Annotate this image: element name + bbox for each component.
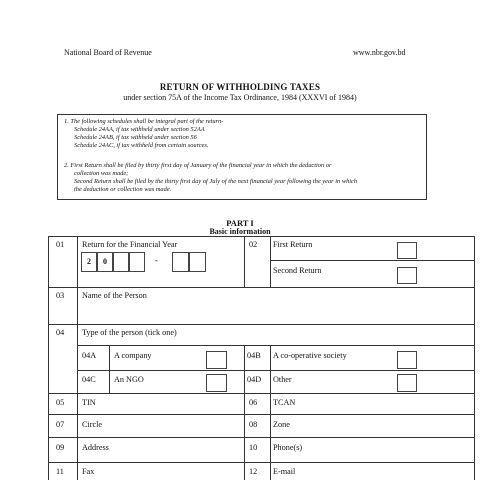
year-digit-3[interactable] [113,252,129,272]
cooperative-label: A co-operative society [273,351,347,360]
part-subtitle: Basic information [209,227,271,236]
row-02-number: 02 [249,240,258,249]
note-2-line-3: Second Return shall be filed by the thirty first day of July of the next financial year following the year in which [74,178,358,185]
header-right: www.nbr.gov.bd [353,48,406,57]
company-label: A company [114,351,152,360]
note-2-line-1: 2. First Return shall be filed by thirty first day of January of the financial year in which the deduction or [64,162,332,169]
other-checkbox[interactable] [397,374,417,392]
header-left: National Board of Revenue [64,48,152,57]
address-label: Address [82,443,109,452]
note-1-line-4: Schedule 24AC, if tax withheld from certain sources. [74,142,209,149]
year-digit-1[interactable]: 2 [81,252,97,272]
other-label: Other [273,375,292,384]
row-05-number: 05 [56,398,65,407]
circle-label: Circle [82,420,103,429]
row-06-number: 06 [249,398,258,407]
ngo-label: An NGO [114,375,144,384]
row-04-number: 04 [56,328,65,337]
phone-label: Phone(s) [273,443,303,452]
row-09-number: 09 [56,443,65,452]
note-2-line-2: collection was made; [74,170,129,177]
row-04b-number: 04B [247,351,261,360]
year-digit-2[interactable]: 0 [97,252,113,272]
first-return-label: First Return [273,240,313,249]
ngo-checkbox[interactable] [206,374,227,392]
second-return-label: Second Return [273,266,322,275]
cooperative-checkbox[interactable] [397,351,417,369]
row-04d-number: 04D [247,375,262,384]
year-digit-6[interactable] [189,252,206,272]
row-08-number: 08 [249,420,258,429]
row-04c-number: 04C [82,375,96,384]
row-03-number: 03 [56,291,65,300]
row-10-number: 10 [249,443,258,452]
note-1-line-1: 1. The following schedules shall be integral part of the return- [64,118,224,125]
fax-label: Fax [82,467,95,476]
financial-year-label: Return for the Financial Year [82,240,178,249]
company-checkbox[interactable] [206,351,227,369]
row-07-number: 07 [56,420,65,429]
row-01-number: 01 [56,240,65,249]
second-return-checkbox[interactable] [397,267,417,284]
year-separator: - [155,256,158,265]
person-name-label: Name of the Person [82,291,147,300]
first-return-checkbox[interactable] [397,242,417,259]
note-1-line-2: Schedule 24AA, if tax withheld under section 52AA [74,126,205,133]
row-12-number: 12 [249,467,258,476]
note-1-line-3: Schedule 24AB, if tax withheld under section 56 [74,134,197,141]
note-2-line-4: the deduction or collection was made. [74,186,172,193]
part-title: PART I [226,218,254,228]
row-04a-number: 04A [82,351,97,360]
tcan-label: TCAN [273,398,296,407]
zone-label: Zone [273,420,290,429]
tin-label: TIN [82,398,96,407]
email-label: E-mail [273,467,296,476]
row-11-number: 11 [56,467,64,476]
form-title: RETURN OF WITHHOLDING TAXES [159,82,321,92]
form-subtitle: under section 75A of the Income Tax Ordinance, 1984 (XXXVI of 1984) [123,93,357,102]
notes-box [57,114,427,200]
year-digit-5[interactable] [172,252,189,272]
person-type-label: Type of the person (tick one) [82,328,177,337]
year-digit-4[interactable] [129,252,145,272]
